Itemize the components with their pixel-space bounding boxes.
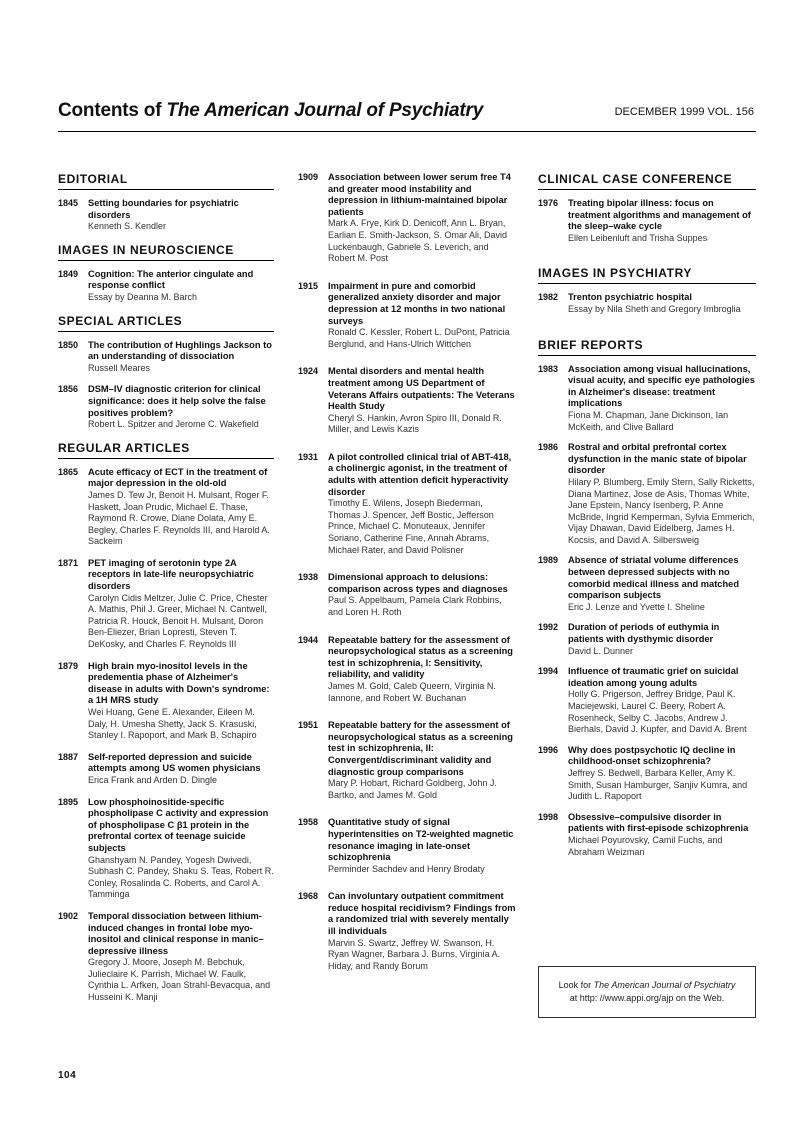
entry-title[interactable]: Absence of striatal volume differences between depressed subjects with no comorbid medical illness and matched comparison subjects <box>568 555 740 601</box>
entry-authors: Perminder Sachdev and Henry Brodaty <box>328 863 485 874</box>
entry-body <box>568 292 756 315</box>
toc-entry[interactable] <box>58 797 274 901</box>
entry-title[interactable]: Trenton psychiatric hospital <box>568 292 692 303</box>
entry-body <box>568 745 756 803</box>
entry-page-number: 1845 <box>58 198 79 208</box>
entry-authors: Cheryl S. Hankin, Avron Spiro III, Donald R. Miller, and Lewis Kazis <box>328 412 502 435</box>
entry-page-number: 1989 <box>538 555 559 566</box>
toc-entry[interactable] <box>538 442 756 546</box>
entry-body <box>568 364 756 434</box>
entry-page-number: 1902 <box>58 910 79 921</box>
section-heading: IMAGES IN NEUROSCIENCE <box>58 243 274 261</box>
toc-entry[interactable] <box>298 572 516 618</box>
entry-body <box>88 340 274 375</box>
entry-authors: Fiona M. Chapman, Jane Dickinson, Ian McKeith, and Clive Ballard <box>568 409 729 432</box>
entry-page-number: 1951 <box>298 720 319 731</box>
entry-body <box>328 572 516 618</box>
entry-title[interactable]: PET imaging of serotonin type 2A receptors in late-life neuropsychiatric disorders <box>88 557 254 592</box>
entry-title[interactable]: Treating bipolar illness: focus on treatment algorithms and management of the sleep–wake cycle <box>568 198 751 232</box>
entry-page-number: 1849 <box>58 268 79 279</box>
entry-authors: Holly G. Prigerson, Jeffrey Bridge, Paul K. Maciejewski, Laurel C. Beery, Robert A. Rosenheck, Selby C. Jacobs, Andrew J. Bierhals, David J. Kupfer, and David A. Brent <box>568 689 747 735</box>
entry-page-number: 1856 <box>58 384 79 395</box>
entry-page-number: 1998 <box>538 811 559 822</box>
entry-body <box>88 384 274 430</box>
entry-authors: Ghanshyam N. Pandey, Yogesh Dwivedi, Subhash C. Pandey, Shaku S. Teas, Robert R. Conley, Rosalinda C. Roberts, and Carol A. Tamminga <box>88 854 274 900</box>
web-promo-box <box>538 966 756 1018</box>
entry-authors: Essay by Deanna M. Barch <box>88 291 198 302</box>
entry-authors: Michael Poyurovsky, Camil Fuchs, and Abraham Weizman <box>568 834 723 857</box>
toc-entry[interactable] <box>538 812 756 858</box>
section-heading: REGULAR ARTICLES <box>58 441 274 459</box>
toc-entry[interactable] <box>538 198 756 244</box>
section-heading: CLINICAL CASE CONFERENCE <box>538 172 756 190</box>
promo-line-2: at http: //www.appi.org/ajp on the Web. <box>569 993 725 1003</box>
entry-title[interactable]: Cognition: The anterior cingulate and response conflict <box>88 268 254 291</box>
section-heading: SPECIAL ARTICLES <box>58 314 274 332</box>
entry-title[interactable]: Acute efficacy of ECT in the treatment of major depression in the old-old <box>88 466 268 489</box>
entry-title[interactable]: Mental disorders and mental health treatment among US Department of Veterans Affairs outpatients: The Veterans Health Study <box>328 366 515 412</box>
toc-entry[interactable] <box>58 558 274 651</box>
toc-entry[interactable] <box>298 635 516 705</box>
entry-title[interactable]: Dimensional approach to delusions: comparison across types and diagnoses <box>328 572 508 594</box>
toc-entry[interactable] <box>538 292 756 315</box>
entry-title[interactable]: A pilot controlled clinical trial of ABT-418, a cholinergic agonist, in the treatment of adults with attention deficit hyperactivity disorder <box>328 451 512 497</box>
section-heading: EDITORIAL <box>58 172 274 190</box>
page-number: 104 <box>58 1070 77 1081</box>
entry-title[interactable]: Repeatable battery for the assessment of neuropsychological status as a screening test in schizophrenia, II: Convergent/discriminant validity and diagnostic group comparisons <box>328 720 513 777</box>
entry-title[interactable]: Why does postpsychotic IQ decline in childhood-onset schizophrenia? <box>568 744 736 767</box>
entry-page-number: 1915 <box>298 280 319 291</box>
entry-authors: James D. Tew Jr, Benoit H. Mulsant, Roger F. Haskett, Joan Prudic, Michael E. Thase, Raymond R. Crowe, Diane Dolata, Amy E. Begley, Charles F. Reynolds III, and Harold A. Sackeim <box>88 489 270 547</box>
entry-authors: Ronald C. Kessler, Robert L. DuPont, Patricia Berglund, and Hans-Ulrich Wittchen <box>328 327 510 349</box>
toc-entry[interactable] <box>298 172 516 265</box>
entry-page-number: 1994 <box>538 666 559 677</box>
entry-body <box>328 635 516 705</box>
toc-entry[interactable] <box>58 752 274 787</box>
entry-page-number: 1871 <box>58 557 79 568</box>
toc-entry[interactable] <box>538 666 756 736</box>
entry-title[interactable]: Association among visual hallucinations, visual acuity, and specific eye pathologies in Alzheimer's disease: treatment implications <box>568 363 755 409</box>
entry-authors: Robert L. Spitzer and Jerome C. Wakefield <box>88 419 259 430</box>
entry-page-number: 1992 <box>538 622 559 633</box>
entry-title[interactable]: Duration of periods of euthymia in patients with dysthymic disorder <box>568 622 720 645</box>
entry-page-number: 1931 <box>298 451 319 462</box>
entry-body <box>328 817 516 875</box>
column-3 <box>538 172 756 867</box>
entry-authors: Carolyn Cidis Meltzer, Julie C. Price, Chester A. Mathis, Phil J. Greer, Michael N. Cantwell, Patricia R. Houck, Benoit H. Mulsant, Doron Ben-Eliezer, Brian Lopresti, Steven T. DeKosky, and Charles F. Reynolds III <box>88 592 268 650</box>
entry-title[interactable]: Self-reported depression and suicide attempts among US women physicians <box>88 751 261 774</box>
issue-label: DECEMBER 1999 VOL. 156 <box>614 106 754 118</box>
entry-body <box>328 281 516 351</box>
entry-body <box>88 911 274 1004</box>
entry-authors: Timothy E. Wilens, Joseph Biederman, Thomas J. Spencer, Jeff Bostic, Jefferson Prince, Michael C. Monuteaux, Jennifer Soriano, Catherine Fine, Annah Abrams, Michael Rater, and David Polisner <box>328 498 494 555</box>
entry-title[interactable]: High brain myo-inositol levels in the predementia phase of Alzheimer's disease in adults with Down's syndrome: a 1H MRS study <box>88 660 270 706</box>
entry-title[interactable]: Repeatable battery for the assessment of neuropsychological status as a screening test in schizophrenia, I: Sensitivity, reliability, and validity <box>328 634 513 680</box>
toc-entry[interactable] <box>298 817 516 875</box>
entry-body <box>88 558 274 651</box>
entry-page-number: 1983 <box>538 363 559 374</box>
entry-body <box>568 622 756 657</box>
entry-authors: Hilary P. Blumberg, Emily Stern, Sally Ricketts, Diana Martinez, Jose de Asis, Thomas White, Jane Epstein, Nancy Isenberg, P. Anne McBride, Ingrid Kemperman, Sylvia Emmerich, Vijay Dhawan, David Eidelberg, James H. Kocsis, and David A. Silbersweig <box>568 476 755 545</box>
header-rule <box>58 131 756 132</box>
entry-page-number: 1909 <box>298 172 319 182</box>
column-2 <box>298 172 516 988</box>
entry-body <box>568 812 756 858</box>
entry-authors: David L. Dunner <box>568 645 634 656</box>
toc-entry[interactable] <box>298 891 516 972</box>
entry-body <box>88 797 274 901</box>
promo-journal: The American Journal of Psychiatry <box>593 980 736 990</box>
entry-title[interactable]: Temporal dissociation between lithium-induced changes in frontal lobe myo-inositol and clinical response in manic–depressive illness <box>88 910 264 956</box>
entry-page-number: 1982 <box>538 292 559 303</box>
toc-entry[interactable] <box>58 911 274 1004</box>
entry-title[interactable]: Quantitative study of signal hyperintensities on T2-weighted magnetic resonance imaging in late-onset schizophrenia <box>328 817 514 863</box>
entry-page-number: 1924 <box>298 366 319 377</box>
entry-page-number: 1976 <box>538 198 559 208</box>
entry-title[interactable]: Obsessive–compulsive disorder in patients with first-episode schizophrenia <box>568 811 749 834</box>
entry-page-number: 1938 <box>298 572 319 583</box>
promo-line-1 <box>539 979 755 992</box>
page-header <box>58 98 756 132</box>
entry-body <box>328 172 516 265</box>
entry-body <box>88 198 274 233</box>
toc-entry[interactable] <box>298 720 516 801</box>
entry-title[interactable]: Can involuntary outpatient commitment reduce hospital recidivism? Findings from a randomized trial with severely mentally ill individuals <box>328 891 516 937</box>
toc-entry[interactable] <box>58 269 274 304</box>
entry-body <box>568 442 756 546</box>
promo-prefix: Look for <box>558 980 594 990</box>
entry-title[interactable]: Impairment in pure and comorbid generalized anxiety disorder and major depression at 12 months in two national surveys <box>328 280 506 326</box>
entry-body <box>88 752 274 787</box>
entry-body <box>568 666 756 736</box>
toc-entry[interactable] <box>58 661 274 742</box>
entry-authors: Erica Frank and Arden D. Dingle <box>88 774 218 785</box>
entry-page-number: 1958 <box>298 817 319 828</box>
entry-authors: James M. Gold, Caleb Queern, Virginia N. Iannone, and Robert W. Buchanan <box>328 680 496 703</box>
entry-authors: Eric J. Lenze and Yvette I. Sheline <box>568 601 705 612</box>
entry-body <box>88 269 274 304</box>
entry-page-number: 1879 <box>58 660 79 671</box>
entry-title[interactable]: Association between lower serum free T4 and greater mood instability and depression in lithium-maintained bipolar patients <box>328 172 511 217</box>
entry-authors: Russell Meares <box>88 362 151 373</box>
entry-title[interactable]: Setting boundaries for psychiatric disorders <box>88 198 239 220</box>
entry-title[interactable]: Low phosphoinositide-specific phospholipase C activity and expression of phospholipase C β1 protein in the prefrontal cortex of teenage suicide subjects <box>88 796 269 853</box>
entry-authors: Jeffrey S. Bedwell, Barbara Keller, Amy K. Smith, Susan Hamburger, Sanjiv Kumra, and Judith L. Rapoport <box>568 767 748 802</box>
journal-name: The American Journal of Psychiatry <box>166 100 484 121</box>
entry-body <box>568 198 756 244</box>
entry-page-number: 1865 <box>58 466 79 477</box>
toc-entry[interactable] <box>58 198 274 233</box>
column-1 <box>58 172 274 1014</box>
entry-body <box>568 555 756 613</box>
entry-body <box>88 467 274 548</box>
entry-authors: Kenneth S. Kendler <box>88 221 167 232</box>
toc-entry[interactable] <box>538 555 756 613</box>
entry-title[interactable]: The contribution of Hughlings Jackson to an understanding of dissociation <box>88 339 272 362</box>
entry-body <box>328 720 516 801</box>
entry-page-number: 1895 <box>58 796 79 807</box>
title-prefix: Contents of <box>58 100 167 121</box>
entry-authors: Mark A. Frye, Kirk D. Denicoff, Ann L. Bryan, Earlian E. Smith-Jackson, S. Omar Ali, David Luckenbaugh, Gabriele S. Leverich, and Robert M. Post <box>328 218 508 264</box>
entry-title[interactable]: Influence of traumatic grief on suicidal ideation among young adults <box>568 666 739 688</box>
entry-page-number: 1996 <box>538 744 559 755</box>
toc-entry[interactable] <box>58 467 274 548</box>
toc-entry[interactable] <box>58 384 274 430</box>
toc-entry[interactable] <box>538 745 756 803</box>
entry-body <box>328 452 516 556</box>
toc-entry[interactable] <box>538 622 756 657</box>
entry-title[interactable]: DSM–IV diagnostic criterion for clinical significance: does it help solve the false positives problem? <box>88 384 266 418</box>
contents-title <box>58 100 483 122</box>
toc-entry[interactable] <box>58 340 274 375</box>
entry-page-number: 1887 <box>58 751 79 762</box>
entry-page-number: 1986 <box>538 442 559 453</box>
section-heading: BRIEF REPORTS <box>538 338 756 356</box>
section-heading: IMAGES IN PSYCHIATRY <box>538 266 756 284</box>
entry-title[interactable]: Rostral and orbital prefrontal cortex dysfunction in the manic state of bipolar disorder <box>568 442 747 476</box>
entry-page-number: 1850 <box>58 339 79 350</box>
entry-authors: Essay by Nila Sheth and Gregory Imbroglia <box>568 303 741 314</box>
entry-authors: Ellen Leibenluft and Trisha Suppes <box>568 232 708 243</box>
entry-authors: Marvin S. Swartz, Jeffrey W. Swanson, H. Ryan Wagner, Barbara J. Burns, Virginia A. Hiday, and Randy Borum <box>328 937 501 971</box>
entry-body <box>328 891 516 972</box>
entry-page-number: 1968 <box>298 891 319 902</box>
entry-body <box>328 366 516 436</box>
entry-authors: Mary P. Hobart, Richard Goldberg, John J. Bartko, and James M. Gold <box>328 778 497 800</box>
entry-authors: Wei Huang, Gene E. Alexander, Eileen M. Daly, H. Umesha Shetty, Jack S. Krasuski, Stanley I. Rapoport, and Mark B. Schapiro <box>88 707 257 741</box>
entry-authors: Paul S. Appelbaum, Pamela Clark Robbins, and Loren H. Roth <box>328 595 502 617</box>
entry-page-number: 1944 <box>298 634 319 645</box>
toc-entry[interactable] <box>298 281 516 351</box>
entry-authors: Gregory J. Moore, Joseph M. Bebchuk, Julieclaire K. Parrish, Michael W. Faulk, Cynthia L. Arfken, Joan Strahl-Bevacqua, and Husseini K. Manji <box>88 957 271 1003</box>
toc-entry[interactable] <box>298 366 516 436</box>
toc-entry[interactable] <box>538 364 756 434</box>
entry-body <box>88 661 274 742</box>
toc-entry[interactable] <box>298 452 516 556</box>
